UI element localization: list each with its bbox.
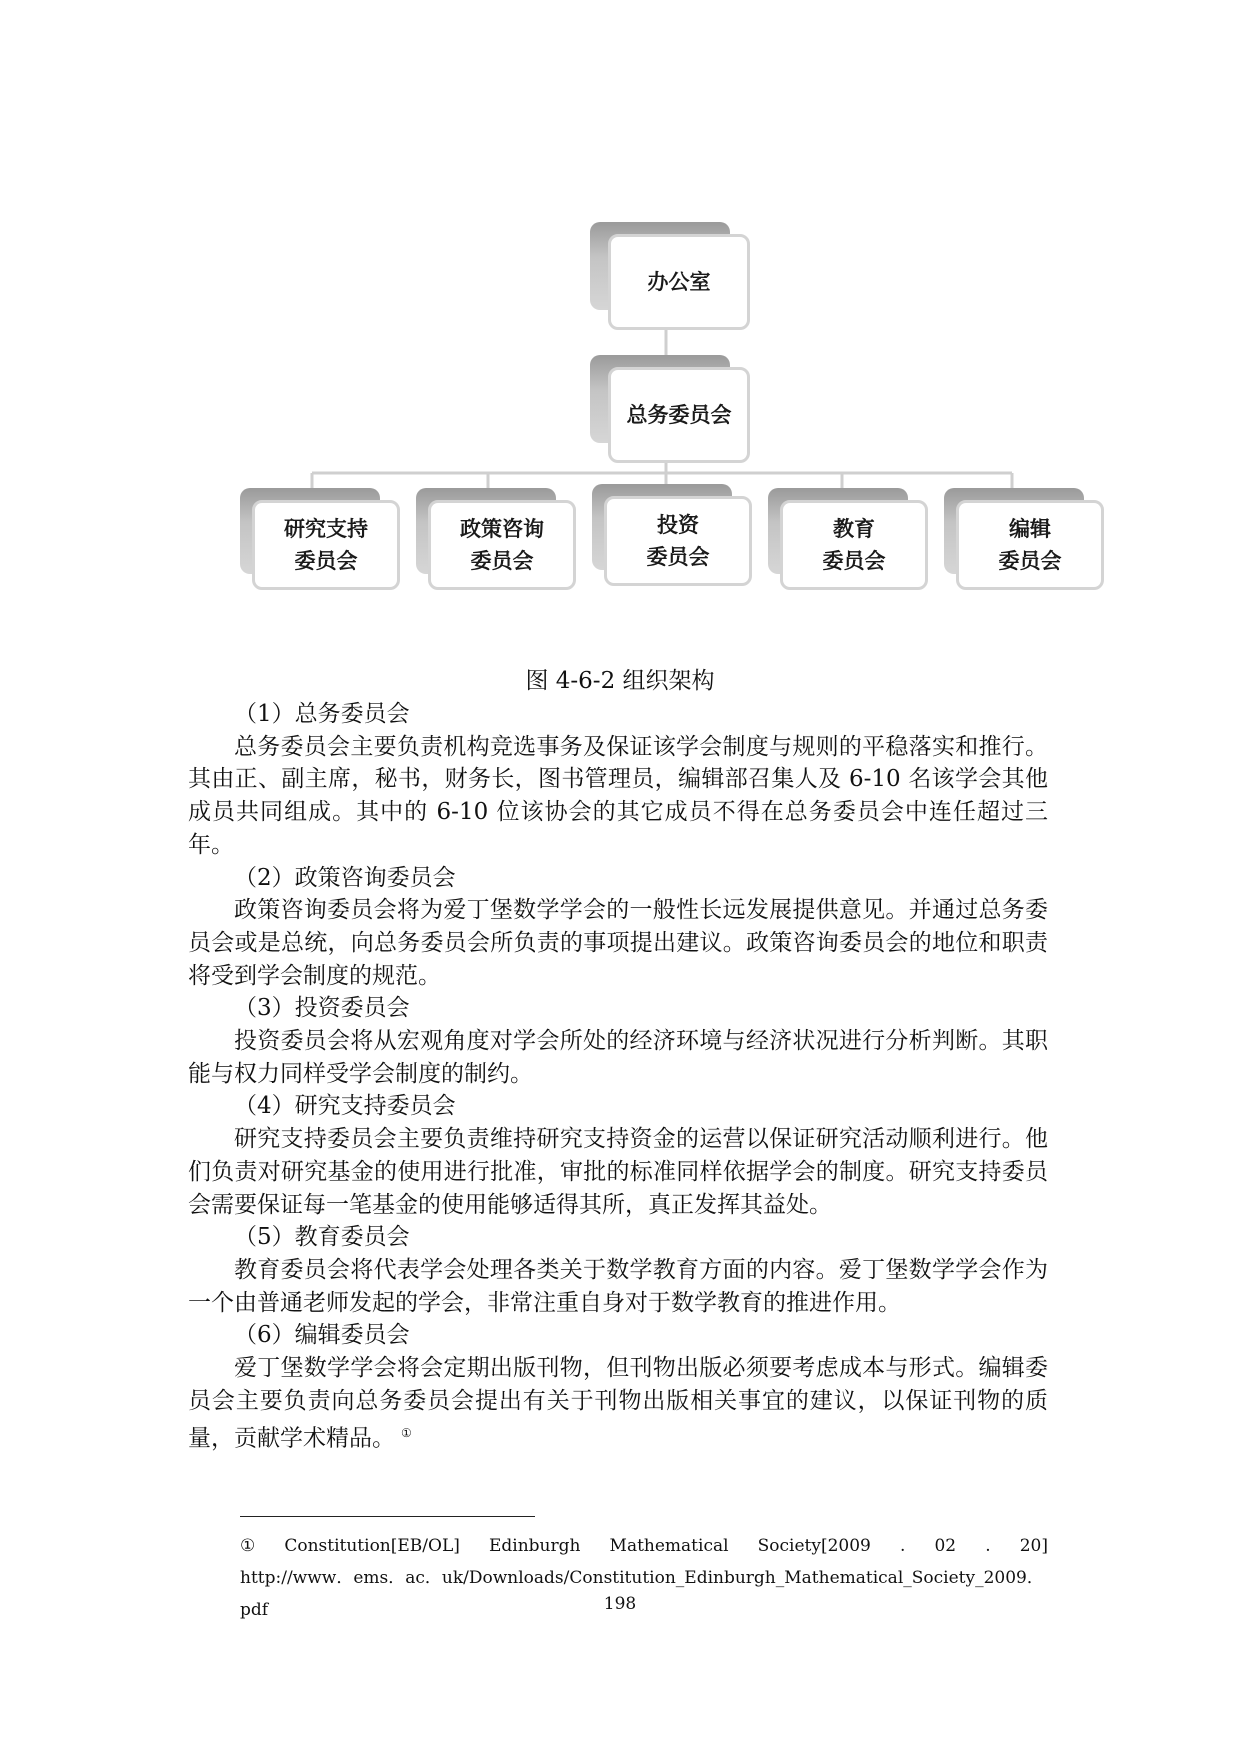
org-node-label-line2: 委员会 <box>822 549 886 573</box>
node-card <box>252 500 400 590</box>
node-card <box>956 500 1104 590</box>
node-card <box>428 500 576 590</box>
org-node-label-line1: 研究支持 <box>284 517 368 541</box>
footnote-part: Constitution[EB/OL] <box>284 1536 460 1556</box>
section-heading: （2）政策咨询委员会 <box>234 864 456 891</box>
org-node-label-line2: 委员会 <box>646 545 710 569</box>
node-card <box>608 367 750 463</box>
section-heading: （1）总务委员会 <box>234 701 410 727</box>
footnote-part: Mathematical <box>609 1536 729 1556</box>
footnote-marker: ① <box>240 1536 256 1556</box>
org-node-editorial <box>944 488 1104 588</box>
footnote-part: Edinburgh <box>488 1536 581 1556</box>
org-node-label-line1: 教育 <box>833 517 875 541</box>
org-node-office <box>590 222 750 332</box>
footnote-part: 02 <box>934 1536 957 1556</box>
org-node-education <box>768 488 928 588</box>
section-heading: （6）编辑委员会 <box>234 1322 410 1349</box>
section-paragraph: 研究支持委员会主要负责维持研究支持资金的运营以保证研究活动顺利进行。他们负责对研究基金的使用进行批准，审批的标准同样依据学会的制度。研究支持委员会需要保证每一笔基金的使用能够适得其所，真正发挥其益处。 <box>188 1126 1048 1218</box>
org-node-label-line2: 委员会 <box>998 549 1062 573</box>
footnote-url[interactable]: http://www．ems．ac．uk/Downloads/Constitution_Edinburgh_Mathematical_Society_2009．pdf <box>240 1568 1044 1620</box>
section-paragraph: 教育委员会将代表学会处理各类关于数学教育方面的内容。爱丁堡数学学会作为一个由普通老师发起的学会，非常注重自身对于数学教育的推进作用。 <box>188 1256 1048 1316</box>
org-node-label-line1: 政策咨询 <box>460 517 544 541</box>
figure-caption: 图 4-6-2 组织架构 <box>525 668 715 694</box>
section-paragraph-text: 爱丁堡数学学会将会定期出版刊物，但刊物出版必须要考虑成本与形式。编辑委员会主要负责向总务委员会提出有关于刊物出版相关事宜的建议，以保证刊物的质量，贡献学术精品。 <box>188 1355 1048 1453</box>
document-body <box>188 698 1048 1456</box>
section-paragraph: 政策咨询委员会将为爱丁堡数学学会的一般性长远发展提供意见。并通过总务委员会或是总统，向总务委员会所负责的事项提出建议。政策咨询委员会的地位和职责将受到学会制度的规范。 <box>188 897 1048 989</box>
org-node-general-affairs-label: 总务委员会 <box>626 403 732 427</box>
org-node-general-affairs <box>590 355 750 465</box>
org-node-policy-advisory <box>416 488 576 588</box>
footnote-part: Society[2009 <box>757 1536 871 1556</box>
section-heading: （3）投资委员会 <box>234 995 410 1022</box>
org-node-office-label: 办公室 <box>647 270 711 294</box>
section-paragraph <box>188 1352 1048 1456</box>
footnote-part: . <box>899 1536 906 1556</box>
footnote-part: 20] <box>1019 1536 1048 1556</box>
section-heading: （4）研究支持委员会 <box>234 1093 456 1120</box>
section-paragraph: 总务委员会主要负责机构竞选事务及保证该学会制度与规则的平稳落实和推行。其由正、副主席，秘书，财务长，图书管理员，编辑部召集人及 6-10 名该学会其他成员共同组成。其中的 6-10 位该协会的其它成员不得在总务委员会中连任超过三年。 <box>188 733 1048 858</box>
footnote-reference[interactable]: ① <box>401 1426 412 1441</box>
node-card <box>604 496 752 586</box>
section-paragraph: 投资委员会将从宏观角度对学会所处的经济环境与经济状况进行分析判断。其职能与权力同样受学会制度的制约。 <box>188 1028 1048 1087</box>
footnote-citation-line <box>240 1530 1048 1562</box>
org-node-label-line2: 委员会 <box>470 549 534 573</box>
footnote-part: . <box>985 1536 991 1556</box>
org-node-label-line1: 编辑 <box>1009 517 1051 541</box>
org-node-label-line1: 投资 <box>657 513 699 537</box>
org-chart <box>0 0 1240 640</box>
node-card <box>780 500 928 590</box>
org-node-label-line2: 委员会 <box>294 549 358 573</box>
section-heading: （5）教育委员会 <box>234 1224 410 1251</box>
org-node-research-support <box>240 488 400 588</box>
org-node-investment <box>592 484 752 584</box>
footnote-divider <box>240 1516 535 1517</box>
node-card <box>608 234 750 330</box>
page-number: 198 <box>603 1594 637 1614</box>
